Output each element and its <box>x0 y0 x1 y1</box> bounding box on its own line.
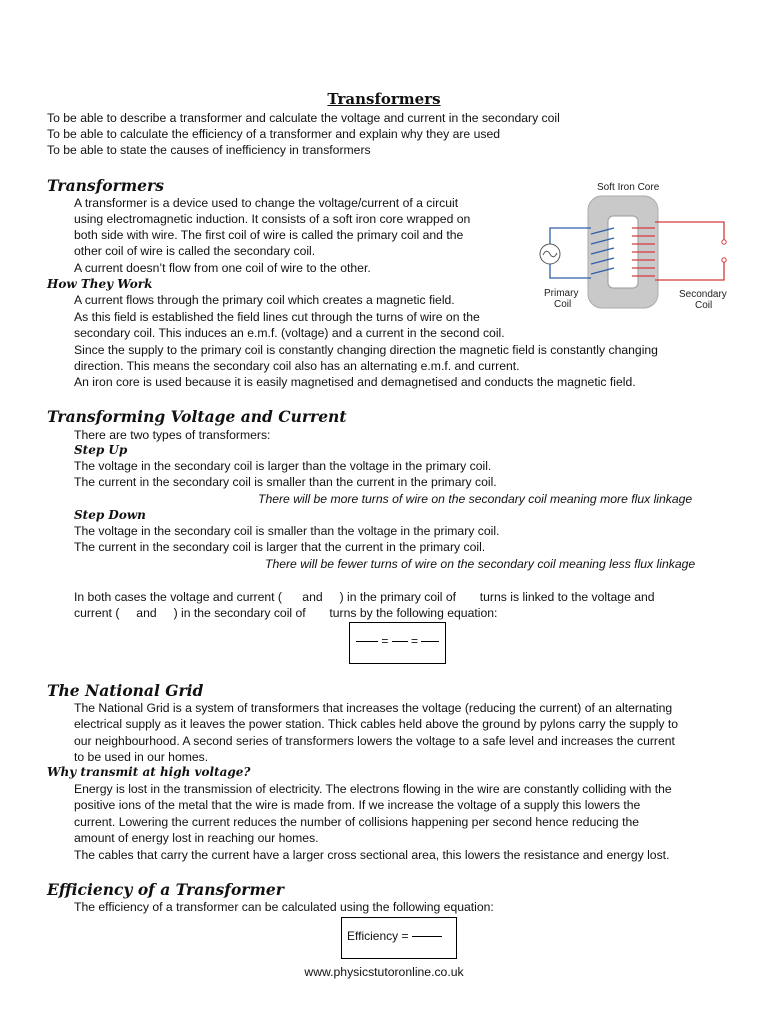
transformer-equation-box <box>349 622 446 664</box>
subheading-why-high-voltage: Why transmit at high voltage? <box>47 765 251 779</box>
fraction-bar-3 <box>421 641 439 642</box>
types-intro: There are two types of transformers: <box>74 428 271 442</box>
stepdown-note: There will be fewer turns of wire on the secondary coil meaning less flux linkage <box>265 557 696 571</box>
output-terminal-bottom <box>722 258 726 262</box>
equals-sign-2: = <box>411 634 419 648</box>
intro-line-1: A transformer is a device used to change the voltage/current of a circuit <box>74 196 459 210</box>
objective-3: To be able to state the causes of inefficiency in transformers <box>47 143 371 157</box>
grid-line-3: our neighbourhood. A second series of transformers lowers the voltage to a safe level and increases the current <box>74 734 675 748</box>
secondary-coil-label-2: Coil <box>695 300 713 311</box>
work-line-4: Since the supply to the primary coil is constantly changing direction the magnetic field is constantly changing <box>74 343 658 357</box>
grid-line-4: to be used in our homes. <box>74 750 209 764</box>
grid-line-2: electrical supply as it leaves the power station. Thick cables held above the ground by pylons carry the supply to <box>74 717 679 731</box>
both-cases-line-1: In both cases the voltage and current ( and ) in the primary coil of turns is linked to the voltage and <box>74 590 655 604</box>
section-heading-transformers: Transformers <box>47 176 164 195</box>
soft-iron-core-label: Soft Iron Core <box>597 182 660 193</box>
efficiency-equation-box <box>341 917 457 959</box>
why-line-2: positive ions of the metal that the wire is made from. If we increase the voltage of a supply this lowers the <box>74 798 641 812</box>
stepdown-line-1: The voltage in the secondary coil is smaller than the voltage in the primary coil. <box>74 524 500 538</box>
why-line-4: amount of energy lost in reaching our homes. <box>74 831 319 845</box>
why-line-5: The cables that carry the current have a larger cross sectional area, this lowers the resistance and energy lost. <box>74 848 670 862</box>
why-line-3: current. Lowering the current reduces the number of collisions happening per second hence reducing the <box>74 815 640 829</box>
both-cases-line-2: current ( and ) in the secondary coil of turns by the following equation: <box>74 606 498 620</box>
intro-line-3: both side with wire. The first coil of wire is called the primary coil and the <box>74 228 464 242</box>
efficiency-intro: The efficiency of a transformer can be calculated using the following equation: <box>74 900 494 914</box>
work-line-2: As this field is established the field lines cut through the turns of wire on the <box>74 310 480 324</box>
subheading-how-they-work: How They Work <box>47 277 153 291</box>
work-line-5: direction. This means the secondary coil also has an alternating e.m.f. and current. <box>74 359 520 373</box>
work-line-1: A current flows through the primary coil which creates a magnetic field. <box>74 293 455 307</box>
efficiency-label: Efficiency = <box>347 929 409 943</box>
objective-2: To be able to calculate the efficiency of a transformer and explain why they are used <box>47 127 501 141</box>
footer-url: www.physicstutoronline.co.uk <box>304 965 464 979</box>
equals-sign-1: = <box>381 634 389 648</box>
efficiency-fraction-bar <box>412 936 442 937</box>
section-heading-national-grid: The National Grid <box>47 681 204 700</box>
subheading-step-up: Step Up <box>74 443 128 457</box>
primary-coil-label-2: Coil <box>554 299 572 310</box>
work-line-6: An iron core is used because it is easily magnetised and demagnetised and conducts the magnetic field. <box>74 375 636 389</box>
intro-line-4: other coil of wire is called the secondary coil. <box>74 244 316 258</box>
primary-coil-label: Primary <box>544 288 579 299</box>
stepdown-line-2: The current in the secondary coil is larger that the current in the primary coil. <box>74 540 486 554</box>
subheading-step-down: Step Down <box>74 508 146 522</box>
secondary-coil-label: Secondary <box>679 289 727 300</box>
objective-1: To be able to describe a transformer and calculate the voltage and current in the secondary coil <box>47 111 560 125</box>
stepup-note: There will be more turns of wire on the secondary coil meaning more flux linkage <box>258 492 693 506</box>
stepup-line-2: The current in the secondary coil is smaller than the current in the primary coil. <box>74 475 497 489</box>
intro-line-5: A current doesn’t flow from one coil of wire to the other. <box>74 261 371 275</box>
grid-line-1: The National Grid is a system of transformers that increases the voltage (reducing the current) of an alternating <box>74 701 673 715</box>
fraction-bar-1 <box>356 641 378 642</box>
work-line-3: secondary coil. This induces an e.m.f. (voltage) and a current in the second coil. <box>74 326 505 340</box>
intro-line-2: using electromagnetic induction. It consists of a soft iron core wrapped on <box>74 212 471 226</box>
section-heading-efficiency: Efficiency of a Transformer <box>47 880 284 899</box>
page-title: Transformers <box>327 90 441 108</box>
section-heading-transforming: Transforming Voltage and Current <box>47 407 347 426</box>
stepup-line-1: The voltage in the secondary coil is larger than the voltage in the primary coil. <box>74 459 492 473</box>
fraction-bar-2 <box>392 641 408 642</box>
output-terminal-top <box>722 240 726 244</box>
why-line-1: Energy is lost in the transmission of electricity. The electrons flowing in the wire are constantly colliding with the <box>74 782 672 796</box>
transformer-diagram <box>528 176 740 318</box>
